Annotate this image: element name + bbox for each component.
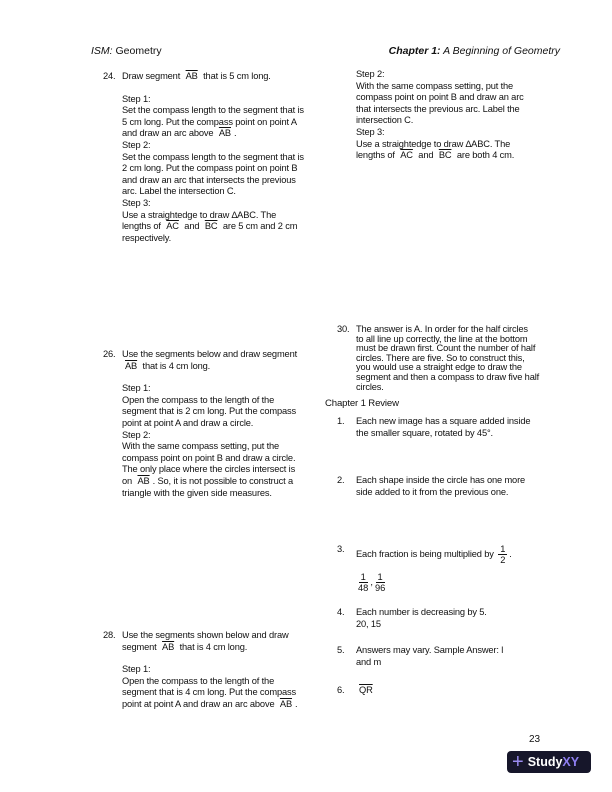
text-run: circles. <box>356 381 384 392</box>
text-line <box>122 210 304 222</box>
text-line <box>356 685 376 697</box>
text-run: Each fraction is being multiplied by <box>356 548 497 559</box>
text-run: segment that is 4 cm long. Put the compass <box>122 687 297 698</box>
text-run: Step 2: <box>122 139 151 150</box>
fraction <box>358 572 368 593</box>
problem-r2 <box>337 475 526 498</box>
text-line: Each fraction is being multiplied by $\frac{1}{2}$ . <box>356 544 512 565</box>
text-run: respectively. <box>122 232 172 243</box>
text-run: Step 1: <box>122 664 151 675</box>
text-run: 5 cm long. Put the compass point on point A <box>122 116 297 127</box>
text-run: 2 cm long. Put the compass point on point B <box>122 163 298 174</box>
problem-number: 2. <box>337 475 345 485</box>
text-line <box>122 488 297 500</box>
segment-label: $\overline{AB}$ <box>137 475 150 486</box>
text-line <box>356 487 525 499</box>
text-line <box>356 645 503 657</box>
text-run: Draw segment <box>122 71 183 81</box>
text-line <box>122 441 297 453</box>
text-run: on <box>122 475 135 486</box>
header-subject: Geometry <box>112 45 162 57</box>
problem-b26 <box>103 349 298 499</box>
text-run: are 5 cm and 2 cm <box>220 221 298 232</box>
text-line <box>122 186 304 198</box>
text-line <box>122 383 297 395</box>
segment-label: $\overline{QR}$ <box>359 685 373 695</box>
text-line <box>122 406 297 418</box>
text-run: the smaller square, rotated by 45°. <box>356 427 493 438</box>
text-run: Use a straightedge to draw ∆ABC. The <box>356 138 511 149</box>
text-line <box>356 69 524 81</box>
text-line <box>356 428 530 440</box>
text-run: 20, 15 <box>356 618 381 629</box>
segment-label: $\overline{BC}$ <box>204 221 218 232</box>
denominator: 96 <box>374 583 386 593</box>
text-line <box>122 430 297 442</box>
text-run: Open the compass to the length of the <box>122 394 275 405</box>
text-run: Open the compass to the length of the <box>122 675 275 686</box>
text-run: and <box>181 221 202 232</box>
studyxy-logo <box>507 751 591 773</box>
problem-r5 <box>337 645 504 668</box>
text-run: . <box>233 128 237 139</box>
text-run: to all line up correctly, the line at the bottom <box>356 333 528 344</box>
text-run: Step 1: <box>122 93 151 104</box>
problem-number: 30. <box>337 324 350 334</box>
segment-label: $\overline{AB}$ <box>162 641 175 652</box>
problem-b24r <box>356 69 524 162</box>
text-line <box>356 150 524 162</box>
text-run: Chapter 1 Review <box>325 398 399 409</box>
text-run: Each number is decreasing by 5. <box>356 607 487 617</box>
text-line <box>122 221 304 233</box>
text-line <box>122 105 304 117</box>
text-line <box>122 653 297 664</box>
problem-b30 <box>337 324 540 392</box>
text-run: intersection C. <box>356 115 414 126</box>
segment-label: $\overline{AB}$ <box>125 360 138 371</box>
text-run: Use a straightedge to draw ∆ABC. The <box>122 209 277 220</box>
text-run: you would use a straight edge to draw the <box>356 362 522 373</box>
text-run: Set the compass length to the segment that is <box>122 105 304 116</box>
text-run: are both 4 cm. <box>454 150 515 161</box>
text-line <box>122 117 304 129</box>
text-run: side added to it from the previous one. <box>356 486 509 497</box>
text-run: segment <box>122 641 160 652</box>
problem-b24 <box>103 71 304 244</box>
problem-rev <box>325 398 399 410</box>
problem-r1 <box>337 416 531 439</box>
text-run: arc. Label the intersection C. <box>122 186 236 197</box>
header-chapter: Chapter 1: <box>388 45 441 57</box>
text-line <box>122 361 297 373</box>
text-run: that is 4 cm long. <box>177 641 248 652</box>
text-line <box>356 92 524 104</box>
text-line <box>122 676 297 688</box>
numerator: 1 <box>377 572 383 582</box>
denominator: 2 <box>500 555 506 565</box>
text-run: and <box>415 150 436 161</box>
text-line <box>356 139 524 151</box>
problem-number: 5. <box>337 645 345 655</box>
text-run: must be drawn first. Count the number of half <box>356 343 536 354</box>
text-line <box>122 687 297 699</box>
text-run: . So, it is not possible to construct a <box>152 475 293 486</box>
header-book-abbrev: ISM: <box>91 45 113 57</box>
text-run: that is 4 cm long. <box>140 360 211 371</box>
text-run: With the same compass setting, put the <box>122 441 280 452</box>
running-header-right <box>389 45 560 57</box>
numerator: 1 <box>500 544 506 554</box>
logo-accent: XY <box>562 755 580 769</box>
text-run: Step 2: <box>122 429 151 440</box>
text-run: that intersects the previous arc. Label the <box>356 103 520 114</box>
text-run: compass point on point B and draw an arc <box>356 92 524 103</box>
text-line <box>122 94 304 106</box>
problem-number: 1. <box>337 416 345 426</box>
text-run: circles. There are five. So to construct this, <box>356 352 525 363</box>
text-line <box>122 71 304 83</box>
text-line <box>356 127 524 139</box>
segment-label: $\overline{AB}$ <box>185 71 198 81</box>
segment-label: $\overline{AB}$ <box>279 698 293 709</box>
fraction <box>375 572 385 593</box>
text-line <box>122 198 304 210</box>
problem-number: 4. <box>337 607 345 617</box>
segment-label: $\overline{AC}$ <box>166 221 179 232</box>
problem-number: 28. <box>103 630 116 640</box>
text-line <box>122 128 304 140</box>
text-run: With the same compass setting, put the <box>356 80 514 91</box>
text-line <box>356 383 539 393</box>
text-line <box>122 163 304 175</box>
text-run: point at point A and draw a circle. <box>122 417 254 428</box>
text-line <box>325 398 399 410</box>
problem-number: 24. <box>103 71 116 81</box>
text-line <box>122 83 304 94</box>
text-run: and m <box>356 656 382 667</box>
text-line <box>356 115 524 127</box>
text-run: Step 3: <box>122 197 151 208</box>
running-header-left <box>91 45 162 57</box>
problem-b28 <box>103 630 298 711</box>
segment-label: $\overline{BC}$ <box>438 150 452 161</box>
text-line <box>356 104 524 116</box>
text-line <box>122 233 304 245</box>
text-line <box>122 464 297 476</box>
text-run: Set the compass length to the segment that is <box>122 151 304 162</box>
text-line <box>122 152 304 164</box>
text-line <box>356 475 525 487</box>
text-run: The answer is A. In order for the half circles <box>356 324 528 334</box>
problem-number: 6. <box>337 685 345 695</box>
text-line <box>356 81 524 93</box>
text-line <box>356 619 487 631</box>
text-line <box>122 453 297 465</box>
text-run: Use the segments shown below and draw <box>122 630 289 640</box>
text-line <box>122 349 297 361</box>
text-run: . <box>295 698 298 709</box>
text-run: Answers may vary. Sample Answer: l <box>356 645 504 655</box>
header-chapter-title: A Beginning of Geometry <box>440 45 560 57</box>
text-run: lengths of <box>356 150 398 161</box>
logo-text: Study <box>527 755 563 769</box>
problem-r6 <box>337 685 376 697</box>
text-line <box>122 175 304 187</box>
segment-label: $\overline{AC}$ <box>400 150 413 161</box>
text-line <box>122 418 297 430</box>
text-run: segment that is 2 cm long. Put the compass <box>122 406 297 417</box>
text-run: Step 2: <box>356 69 385 79</box>
text-line <box>122 642 297 654</box>
text-run: and draw an arc that intersects the previous <box>122 174 296 185</box>
text-line <box>122 372 297 383</box>
text-line <box>356 416 530 428</box>
text-line <box>122 699 297 711</box>
denominator: 48 <box>358 583 369 593</box>
text-line <box>122 140 304 152</box>
text-run: Step 1: <box>122 383 151 394</box>
text-line <box>122 395 297 407</box>
text-line <box>356 657 503 669</box>
fraction-answers: $\frac{1}{48}$ , $\frac{1}{96}$ <box>358 572 386 593</box>
fraction-one-half <box>498 544 507 565</box>
text-run: lengths of <box>122 221 164 232</box>
plus-icon: + <box>512 751 524 773</box>
numerator: 1 <box>360 572 366 582</box>
problem-r3 <box>337 544 512 565</box>
text-run: compass point on point B and draw a circle. <box>122 452 296 463</box>
text-run: Each shape inside the circle has one more <box>356 475 526 485</box>
text-run: Use the segments below and draw segment <box>122 349 298 359</box>
text-line <box>122 630 297 642</box>
problem-number: 3. <box>337 544 345 554</box>
problem-r4 <box>337 607 487 630</box>
text-run: The only place where the circles intersect is <box>122 464 296 475</box>
text-run: triangle with the given side measures. <box>122 487 272 498</box>
text-line <box>356 607 487 619</box>
text-run: point at point A and draw an arc above <box>122 698 277 709</box>
text-line <box>122 664 297 676</box>
text-line <box>122 476 297 488</box>
segment-label: $\overline{AB}$ <box>218 128 231 139</box>
page-number: 23 <box>529 734 541 745</box>
text-run: and draw an arc above <box>122 128 216 139</box>
text-run: that is 5 cm long. <box>200 71 271 81</box>
problem-number: 26. <box>103 349 116 359</box>
text-run: Each new image has a square added inside <box>356 416 531 426</box>
text-run: segment and then a compass to draw five half <box>356 371 540 382</box>
text-run: Step 3: <box>356 126 385 137</box>
